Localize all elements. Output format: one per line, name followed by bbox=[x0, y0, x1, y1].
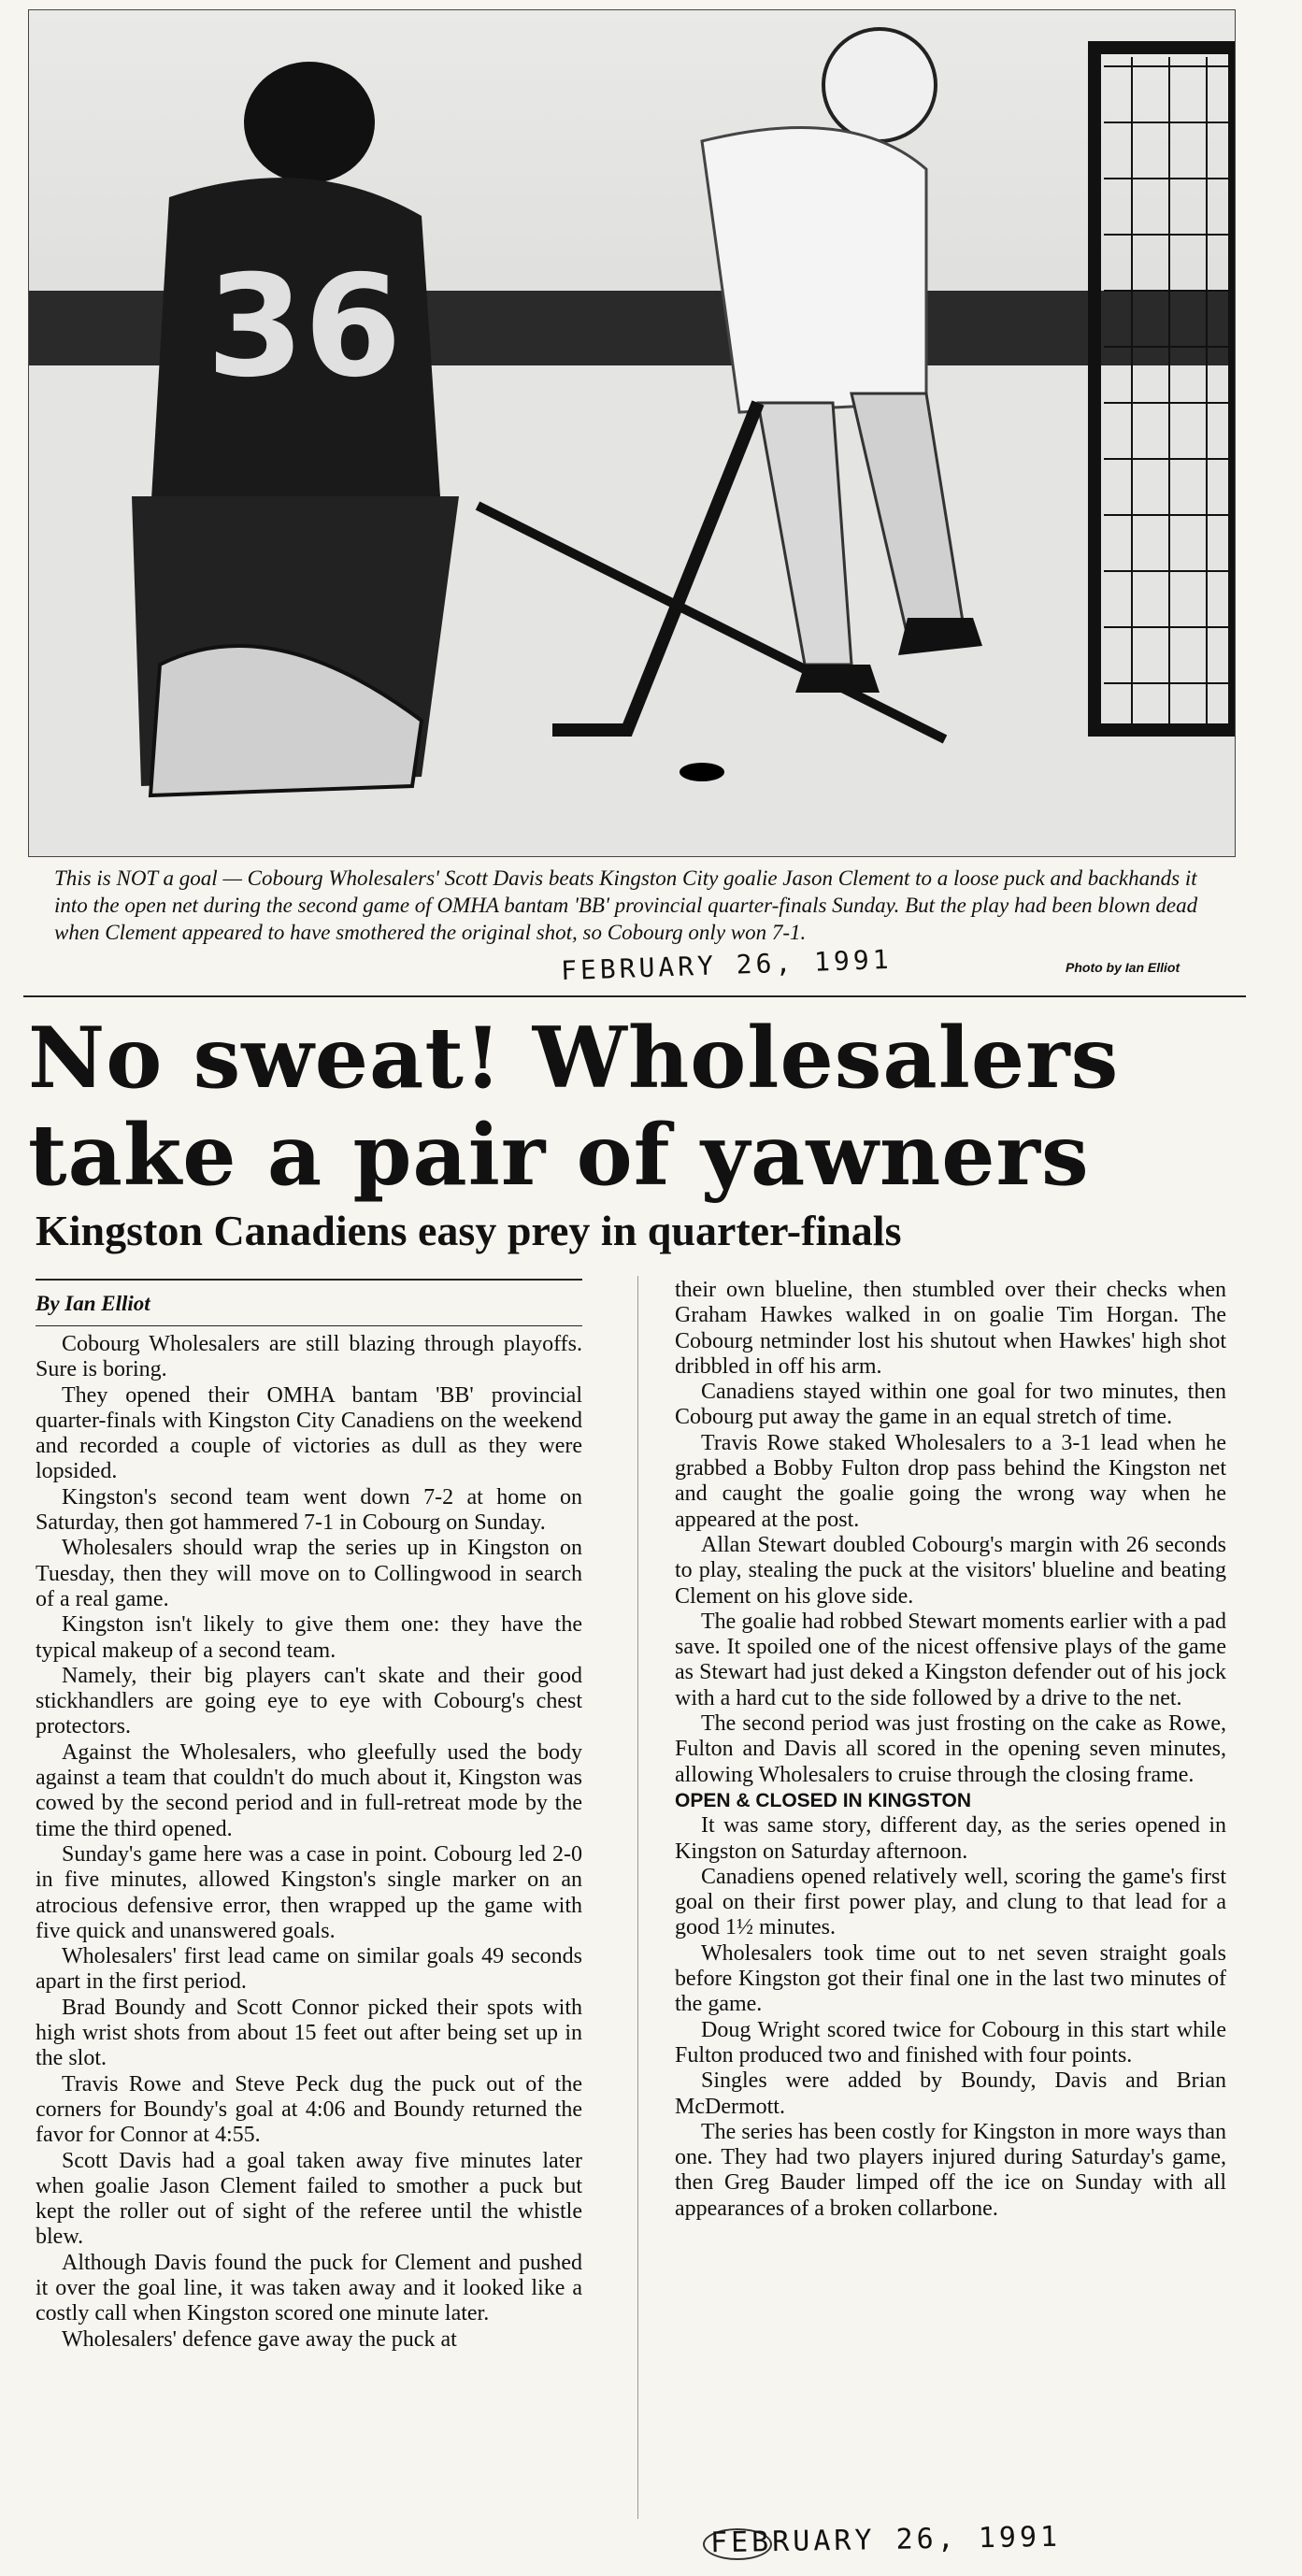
paragraph: Travis Rowe and Steve Peck dug the puck out of the corners for Boundy's goal at 4:06 and Boundy returned the favor for Connor at 4:55. bbox=[36, 2071, 582, 2148]
paragraph: The goalie had robbed Stewart moments earlier with a pad save. It spoiled one of the nicest offensive plays of the game as Stewart had just deked a Kingston defender out of his jock with a hard cut to the side followed by a drive to the net. bbox=[675, 1609, 1226, 1710]
headline-line-1: No sweat! Wholesalers bbox=[28, 1009, 1120, 1108]
puck bbox=[680, 763, 724, 781]
byline: By Ian Elliot bbox=[36, 1292, 150, 1315]
paragraph: Against the Wholesalers, who gleefully used the body against a team that couldn't do much about it, Kingston was cowed by the second period and in full-retreat mode by the time the third opened. bbox=[36, 1739, 582, 1841]
paragraph: Sunday's game here was a case in point. Cobourg led 2-0 in five minutes, allowed Kingston's single marker on an atrocious defensive error, then wrapped up the game with five quick and unanswered goals. bbox=[36, 1841, 582, 1943]
paragraph: Canadiens opened relatively well, scoring the game's first goal on their first power play, and clung to that lead for a good 1½ minutes. bbox=[675, 1864, 1226, 1940]
paragraph: Wholesalers' defence gave away the puck at bbox=[62, 2326, 457, 2352]
article-column-left bbox=[36, 1332, 582, 2353]
headline bbox=[28, 1009, 1243, 1204]
goalie-figure bbox=[132, 62, 459, 795]
handwritten-date-bottom: FEBRUARY 26, 1991 bbox=[709, 2520, 1062, 2560]
paragraph: Kingston's second team went down 7-2 at home on Saturday, then got hammered 7-1 in Cobourg on Sunday. bbox=[36, 1484, 582, 1536]
paragraph: Singles were added by Boundy, Davis and Brian McDermott. bbox=[675, 2068, 1226, 2119]
svg-text:36: 36 bbox=[207, 246, 402, 408]
paragraph: Travis Rowe staked Wholesalers to a 3-1 lead when he grabbed a Bobby Fulton drop pass behind the Kingston net and caught the goalie going the wrong way when he appeared at the post. bbox=[675, 1430, 1226, 1532]
caption-divider bbox=[23, 995, 1246, 997]
paragraph: Wholesalers' first lead came on similar goals 49 seconds apart in the first period. bbox=[36, 1944, 582, 1995]
hockey-photo bbox=[28, 9, 1236, 857]
article-column-right bbox=[675, 1278, 1226, 2222]
paragraph: Doug Wright scored twice for Cobourg in this start while Fulton produced two and finished with four points. bbox=[675, 2017, 1226, 2068]
paragraph: Although Davis found the puck for Clement and pushed it over the goal line, it was taken away and it looked like a costly call when Kingston scored one minute later. bbox=[36, 2250, 582, 2326]
paragraph: Brad Boundy and Scott Connor picked their spots with high wrist shots from about 15 feet out after being set up in the slot. bbox=[36, 1995, 582, 2071]
handwritten-date-top: FEBRUARY 26, 1991 bbox=[560, 943, 894, 987]
paragraph: Wholesalers took time out to net seven straight goals before Kingston got their final one in the last two minutes of the game. bbox=[675, 1940, 1226, 2017]
caption-lead: This is NOT a goal bbox=[54, 866, 218, 890]
paragraph: Wholesalers should wrap the series up in Kingston on Tuesday, then they will move on to Collingwood in search of a real game. bbox=[36, 1536, 582, 1611]
paragraph: The series has been costly for Kingston in more ways than one. They had two players injured during Saturday's game, then Greg Bauder limped off the ice on Sunday with all appearances of a broken collarbone. bbox=[675, 2119, 1226, 2221]
byline-rule-top bbox=[36, 1279, 582, 1281]
paragraph: their own blueline, then stumbled over their checks when Graham Hawkes walked in on goalie Tim Horgan. The Cobourg netminder lost his shutout when Hawkes' high shot dribbled in off his arm. bbox=[675, 1278, 1226, 1379]
column-rule bbox=[637, 1276, 638, 2519]
paragraph: Kingston isn't likely to give them one: they have the typical makeup of a second team. bbox=[36, 1612, 582, 1663]
headline-line-2: take a pair of yawners bbox=[28, 1106, 1090, 1205]
paragraph: Canadiens stayed within one goal for two minutes, then Cobourg put away the game in an equal stretch of time. bbox=[675, 1380, 1226, 1430]
paragraph: The second period was just frosting on the cake as Rowe, Fulton and Davis all scored in the opening seven minutes, allowing Wholesalers to cruise through the closing frame. bbox=[675, 1711, 1226, 1787]
byline-rule-bottom bbox=[36, 1325, 582, 1326]
caption-text: — Cobourg Wholesalers' Scott Davis beats Kingston City goalie Jason Clement to a loose puck and backhands it into the open net during the second game of OMHA bantam 'BB' provincial quarter-finals Sunday. But the play had been blown dead when Clement appeared to have smothered the original shot, so Cobourg only won 7-1. bbox=[54, 866, 1198, 944]
paragraph: Scott Davis had a goal taken away five minutes later when goalie Jason Clement failed to smother a puck but kept the roller out of sight of the referee until the whistle blew. bbox=[36, 2148, 582, 2250]
paragraph: They opened their OMHA bantam 'BB' provincial quarter-finals with Kingston City Canadiens on the weekend and recorded a couple of victories as dull as they were lopsided. bbox=[36, 1382, 582, 1484]
photo-caption bbox=[54, 865, 1218, 946]
subheadline: Kingston Canadiens easy prey in quarter-finals bbox=[36, 1207, 902, 1254]
subsection-title: OPEN & CLOSED IN KINGSTON bbox=[675, 1789, 971, 1811]
paragraph: Cobourg Wholesalers are still blazing through playoffs. Sure is boring. bbox=[36, 1332, 582, 1382]
paragraph: It was same story, different day, as the series opened in Kingston on Saturday afternoon. bbox=[675, 1813, 1226, 1864]
photo-credit: Photo by Ian Elliot bbox=[1066, 960, 1180, 975]
paragraph: Allan Stewart doubled Cobourg's margin with 26 seconds to play, stealing the puck at the visitors' blueline and beating Clement on his glove side. bbox=[675, 1532, 1226, 1609]
paragraph: Namely, their big players can't skate and their good stickhandlers are going eye to eye with Cobourg's chest protectors. bbox=[36, 1663, 582, 1739]
hockey-photo-icon bbox=[29, 10, 1235, 856]
